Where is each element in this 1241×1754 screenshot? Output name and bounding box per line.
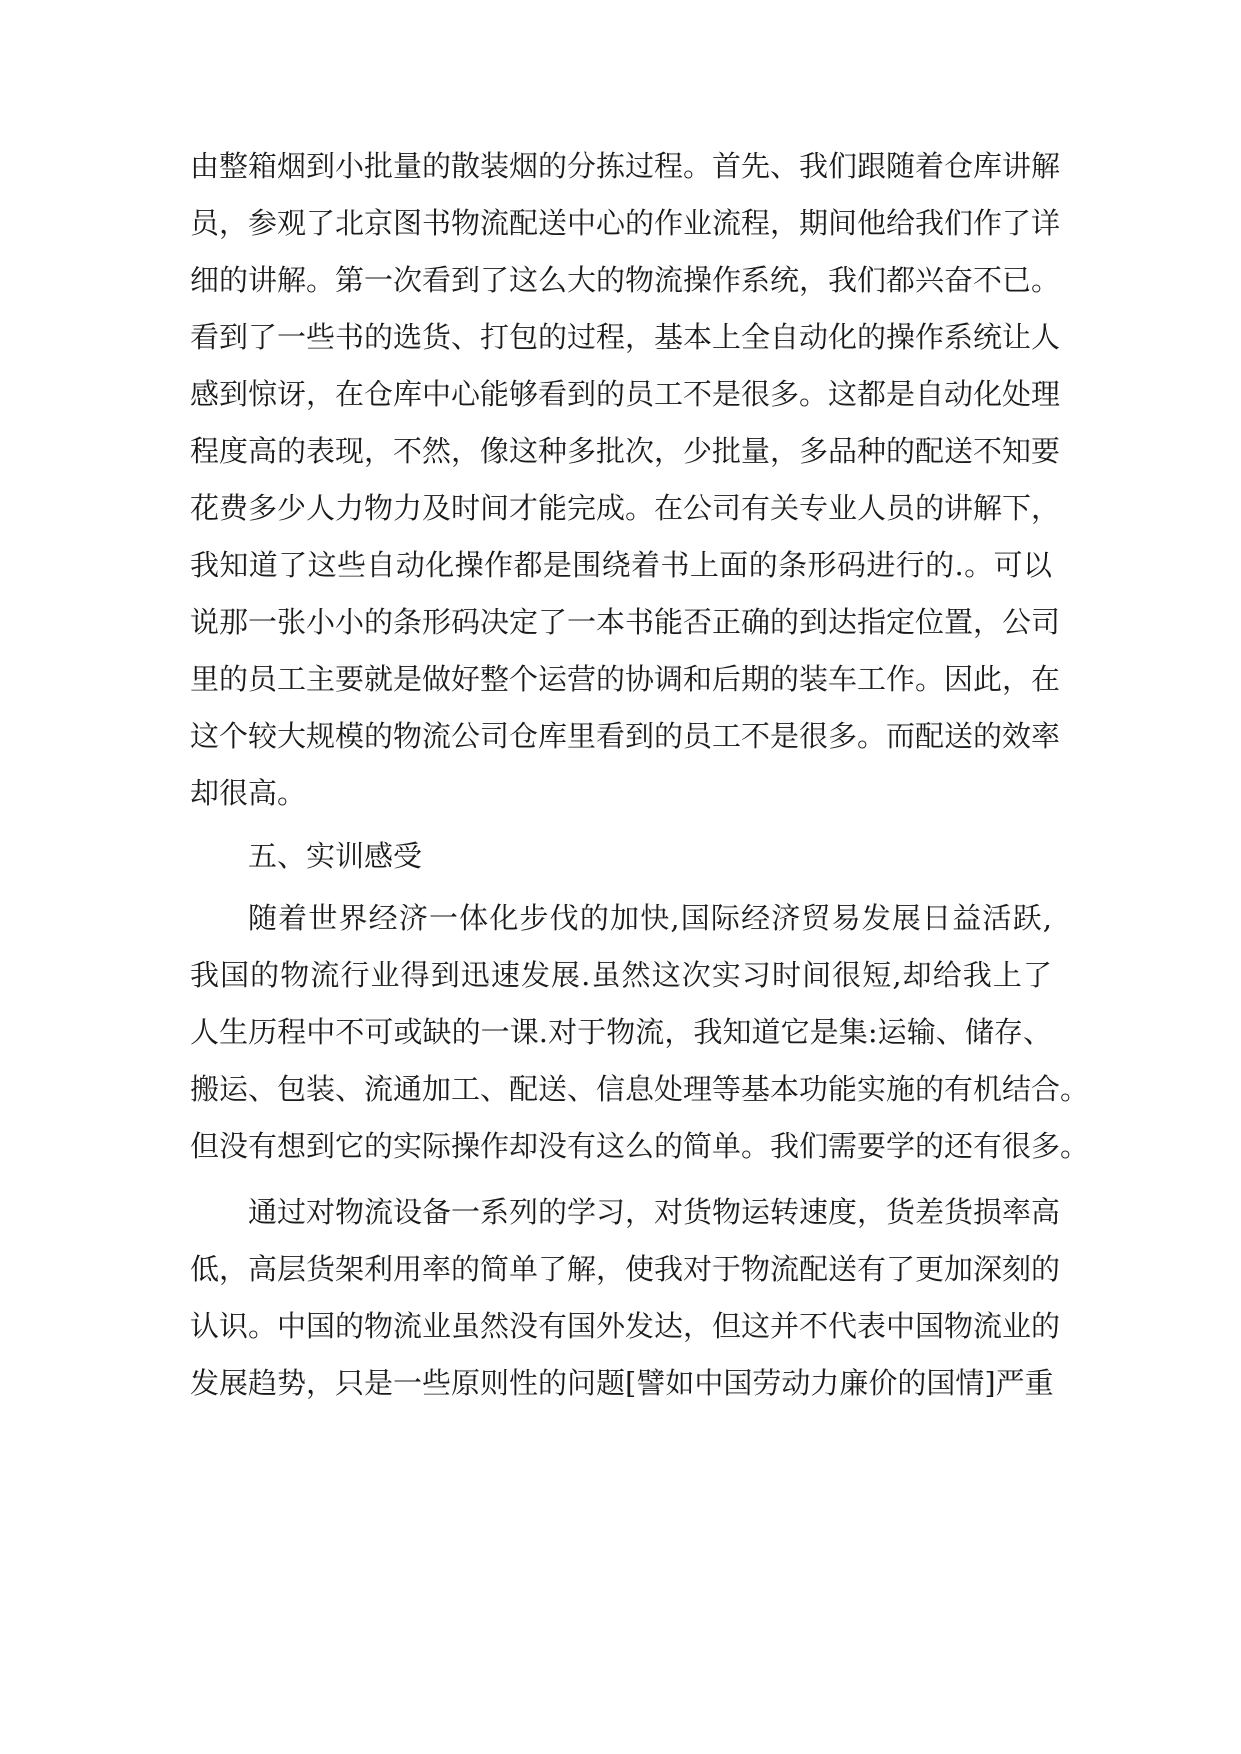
paragraph-1-line-7: 花费多少人力物力及时间才能完成。在公司有关专业人员的讲解下，	[190, 491, 1061, 525]
paragraph-1-line-8: 我知道了这些自动化操作都是围绕着书上面的条形码进行的.。可以	[190, 548, 1052, 582]
paragraph-1-line-3: 细的讲解。第一次看到了这么大的物流操作系统，我们都兴奋不已。	[190, 263, 1061, 297]
paragraph-3-line-1: 通过对物流设备一系列的学习，对货物运转速度，货差货损率高	[248, 1195, 1061, 1229]
paragraph-2-line-3: 人生历程中不可或缺的一课.对于物流，我知道它是集:运输、储存、	[190, 1015, 1052, 1049]
paragraph-1-line-1: 由整箱烟到小批量的散装烟的分拣过程。首先、我们跟随着仓库讲解	[190, 149, 1061, 183]
paragraph-3-line-4: 发展趋势，只是一些原则性的问题[譬如中国劳动力廉价的国情]严重	[190, 1366, 1054, 1400]
paragraph-3-line-2: 低，高层货架利用率的简单了解，使我对于物流配送有了更加深刻的	[190, 1252, 1061, 1286]
paragraph-1-line-11: 这个较大规模的物流公司仓库里看到的员工不是很多。而配送的效率	[190, 719, 1061, 753]
paragraph-2-line-5: 但没有想到它的实际操作却没有这么的简单。我们需要学的还有很多。	[190, 1129, 1090, 1163]
section-heading: 五、实训感受	[248, 839, 423, 873]
paragraph-2-line-1: 随着世界经济一体化步伐的加快,国际经济贸易发展日益活跃,	[248, 901, 1052, 935]
paragraph-1-line-9: 说那一张小小的条形码决定了一本书能否正确的到达指定位置，公司	[190, 605, 1061, 639]
paragraph-1-line-12: 却很高。	[190, 776, 307, 810]
paragraph-2-line-4: 搬运、包装、流通加工、配送、信息处理等基本功能实施的有机结合。	[190, 1072, 1090, 1106]
paragraph-3-line-3: 认识。中国的物流业虽然没有国外发达，但这并不代表中国物流业的	[190, 1309, 1061, 1343]
paragraph-1-line-2: 员，参观了北京图书物流配送中心的作业流程，期间他给我们作了详	[190, 206, 1061, 240]
paragraph-1-line-10: 里的员工主要就是做好整个运营的协调和后期的装车工作。因此，在	[190, 662, 1061, 696]
paragraph-2-line-2: 我国的物流行业得到迅速发展.虽然这次实习时间很短,却给我上了	[190, 958, 1052, 992]
paragraph-1-line-6: 程度高的表现，不然，像这种多批次，少批量，多品种的配送不知要	[190, 434, 1061, 468]
paragraph-1-line-4: 看到了一些书的选货、打包的过程，基本上全自动化的操作系统让人	[190, 320, 1061, 354]
paragraph-1-line-5: 感到惊讶，在仓库中心能够看到的员工不是很多。这都是自动化处理	[190, 377, 1061, 411]
